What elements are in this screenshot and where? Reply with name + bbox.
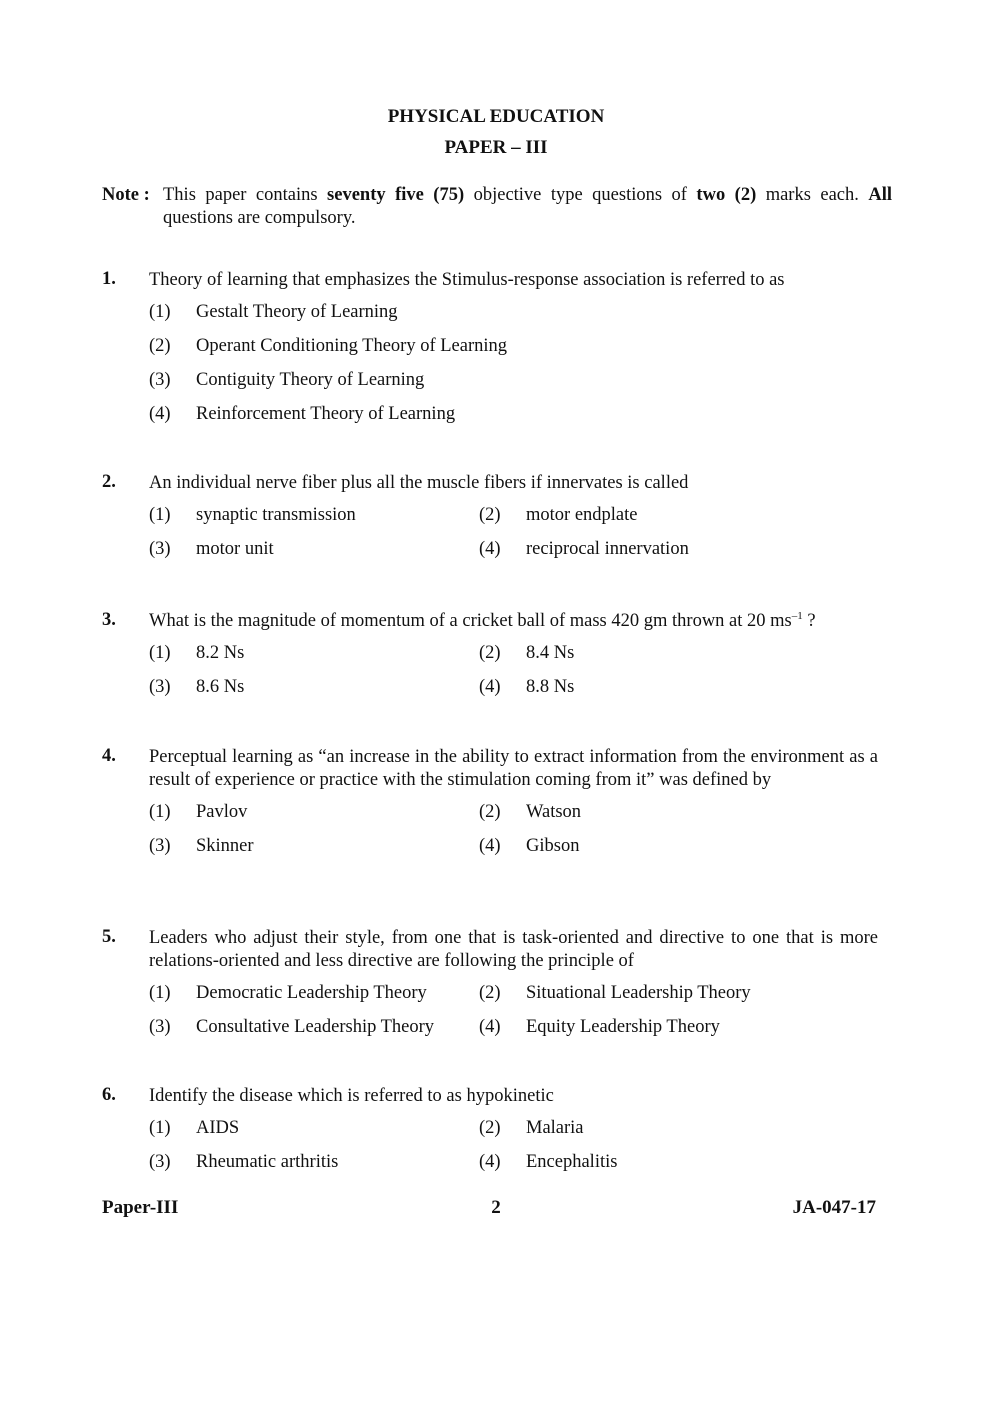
- option-text: 8.8 Ns: [526, 677, 575, 697]
- option-text: Watson: [526, 802, 582, 822]
- option-3[interactable]: [149, 1152, 479, 1173]
- question-number: 1.: [102, 269, 116, 289]
- option-2[interactable]: [479, 983, 809, 1004]
- option-text: reciprocal innervation: [526, 539, 689, 559]
- options-list: [149, 302, 878, 438]
- option-number: (4): [479, 836, 501, 856]
- option-number: (2): [479, 983, 501, 1003]
- footer-page-number: 2: [491, 1197, 501, 1218]
- option-3[interactable]: [149, 539, 479, 560]
- option-text: Situational Leadership Theory: [526, 983, 751, 1003]
- option-number: (1): [149, 643, 171, 663]
- question-2: [102, 472, 878, 573]
- question-text: [149, 610, 878, 633]
- question-text-main: What is the magnitude of momentum of a cricket ball of mass 420 gm thrown at 20 ms: [149, 611, 792, 631]
- option-number: (4): [479, 1017, 501, 1037]
- option-text: Pavlov: [196, 802, 248, 822]
- subject-title: PHYSICAL EDUCATION: [387, 106, 605, 127]
- option-3[interactable]: [149, 677, 479, 698]
- option-number: (3): [149, 836, 171, 856]
- option-4[interactable]: [479, 1017, 809, 1038]
- options-list: [149, 1118, 878, 1186]
- note-text: [163, 184, 892, 230]
- question-5: [102, 927, 878, 1051]
- option-text: 8.4 Ns: [526, 643, 575, 663]
- option-text: Skinner: [196, 836, 254, 856]
- note-segment: seventy five (75): [327, 185, 465, 205]
- option-text: 8.6 Ns: [196, 677, 245, 697]
- question-6: [102, 1085, 878, 1186]
- option-text: Operant Conditioning Theory of Learning: [196, 336, 508, 356]
- option-3[interactable]: [149, 370, 649, 391]
- option-text: Gestalt Theory of Learning: [196, 302, 398, 322]
- option-text: Democratic Leadership Theory: [196, 983, 427, 1003]
- option-1[interactable]: [149, 983, 479, 1004]
- note-segment: two (2): [696, 185, 757, 205]
- option-number: (3): [149, 539, 171, 559]
- option-2[interactable]: [479, 643, 809, 664]
- option-1[interactable]: [149, 505, 479, 526]
- option-2[interactable]: [479, 1118, 809, 1139]
- question-number: 5.: [102, 927, 116, 947]
- option-number: (2): [149, 336, 171, 356]
- option-number: (2): [479, 1118, 501, 1138]
- options-list: [149, 802, 878, 870]
- option-text: AIDS: [196, 1118, 240, 1138]
- option-4[interactable]: [479, 677, 809, 698]
- option-number: (4): [149, 404, 171, 424]
- option-text: Malaria: [526, 1118, 584, 1138]
- note-segment: All: [868, 185, 892, 205]
- question-1: [102, 269, 878, 438]
- question-text-suffix: ?: [802, 611, 816, 631]
- option-text: Equity Leadership Theory: [526, 1017, 720, 1037]
- option-text: motor unit: [196, 539, 274, 559]
- option-number: (3): [149, 1017, 171, 1037]
- question-3: [102, 610, 878, 711]
- note-segment: questions are compulsory.: [163, 208, 356, 228]
- option-2[interactable]: [479, 505, 809, 526]
- option-number: (1): [149, 1118, 171, 1138]
- option-2[interactable]: [149, 336, 649, 357]
- options-list: [149, 643, 878, 711]
- question-text: Identify the disease which is referred to as hypokinetic: [149, 1086, 554, 1106]
- option-4[interactable]: [149, 404, 649, 425]
- options-list: [149, 983, 878, 1051]
- note-segment: This paper contains: [163, 185, 328, 205]
- note-segment: objective type questions of: [464, 185, 697, 205]
- option-2[interactable]: [479, 802, 809, 823]
- options-list: [149, 505, 878, 573]
- question-text: Theory of learning that emphasizes the Stimulus-response association is referred to as: [149, 270, 785, 290]
- option-number: (2): [479, 643, 501, 663]
- option-number: (4): [479, 1152, 501, 1172]
- note-segment: marks each.: [756, 185, 869, 205]
- option-text: Reinforcement Theory of Learning: [196, 404, 456, 424]
- option-number: (3): [149, 1152, 171, 1172]
- option-number: (3): [149, 677, 171, 697]
- option-text: motor endplate: [526, 505, 638, 525]
- option-number: (1): [149, 302, 171, 322]
- option-1[interactable]: [149, 1118, 479, 1139]
- option-text: 8.2 Ns: [196, 643, 245, 663]
- question-4: [102, 746, 878, 870]
- question-number: 3.: [102, 610, 116, 630]
- option-text: Rheumatic arthritis: [196, 1152, 339, 1172]
- option-1[interactable]: [149, 802, 479, 823]
- footer-paper-label: Paper-III: [102, 1197, 179, 1218]
- option-number: (1): [149, 983, 171, 1003]
- option-4[interactable]: [479, 836, 809, 857]
- option-text: Consultative Leadership Theory: [196, 1017, 435, 1037]
- option-number: (3): [149, 370, 171, 390]
- question-number: 4.: [102, 746, 116, 766]
- question-number: 2.: [102, 472, 116, 492]
- option-text: synaptic transmission: [196, 505, 356, 525]
- option-number: (4): [479, 677, 501, 697]
- option-text: Contiguity Theory of Learning: [196, 370, 425, 390]
- option-1[interactable]: [149, 643, 479, 664]
- option-4[interactable]: [479, 539, 809, 560]
- paper-title: PAPER – III: [444, 137, 548, 158]
- option-number: (1): [149, 505, 171, 525]
- option-text: Gibson: [526, 836, 580, 856]
- option-1[interactable]: [149, 302, 649, 323]
- option-number: (1): [149, 802, 171, 822]
- question-number: 6.: [102, 1085, 116, 1105]
- question-text: Perceptual learning as “an increase in the ability to extract information from the environment as a result of experience or practice with the stimulation coming from it” was defined by: [149, 747, 878, 790]
- option-number: (2): [479, 505, 501, 525]
- option-3[interactable]: [149, 1017, 479, 1038]
- option-text: Encephalitis: [526, 1152, 618, 1172]
- option-number: (2): [479, 802, 501, 822]
- superscript: –1: [791, 609, 803, 622]
- note-block: [102, 184, 892, 230]
- option-number: (4): [479, 539, 501, 559]
- question-text: An individual nerve fiber plus all the muscle fibers if innervates is called: [149, 473, 689, 493]
- note-label: Note :: [102, 185, 150, 205]
- footer-code: JA-047-17: [792, 1197, 876, 1218]
- question-text: Leaders who adjust their style, from one that is task-oriented and directive to one that is more relations-oriented and less directive are following the principle of: [149, 928, 878, 971]
- option-3[interactable]: [149, 836, 479, 857]
- option-4[interactable]: [479, 1152, 809, 1173]
